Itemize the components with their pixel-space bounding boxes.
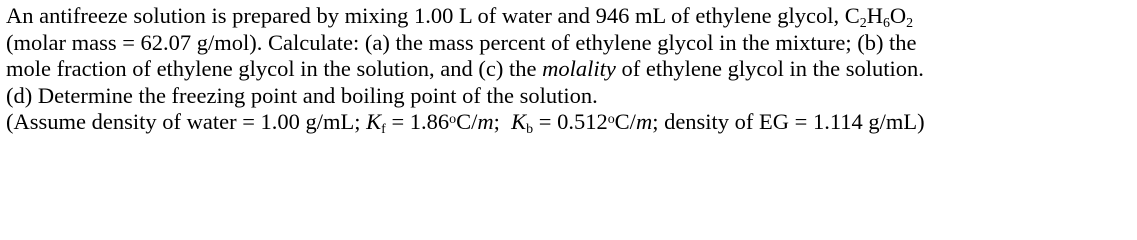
problem-line-1 <box>6 3 1132 30</box>
problem-line-5: (Assume density of water = 1.00 g/mL; $K_f = 1.86^oC/m$; $K_b = 0.512^oC/m$; density of EG = 1.114 g/mL) <box>6 109 925 138</box>
problem-line-2: (molar mass = 62.07 g/mol). Calculate: (a) the mass percent of ethylene glycol in the mixture; (b) the <box>6 29 917 55</box>
kb-constant: $K_b = 0.512^oC/m$ <box>511 109 653 138</box>
kf-constant: $K_f = 1.86^oC/m$ <box>366 109 494 138</box>
problem-line-4: (d) Determine the freezing point and boiling point of the solution. <box>6 82 598 108</box>
problem-line-3: mole fraction of ethylene glycol in the solution, and (c) the molality of ethylene glycol in the solution. <box>6 56 924 81</box>
ethylene-glycol-formula: $C_2H_6O_2$ <box>844 3 914 32</box>
problem-statement <box>6 3 1132 136</box>
molality-emphasis: molality <box>542 56 616 81</box>
line-1-text: An antifreeze solution is prepared by mixing 1.00 L of water and 946 mL of ethylene glycol, <box>6 3 845 28</box>
